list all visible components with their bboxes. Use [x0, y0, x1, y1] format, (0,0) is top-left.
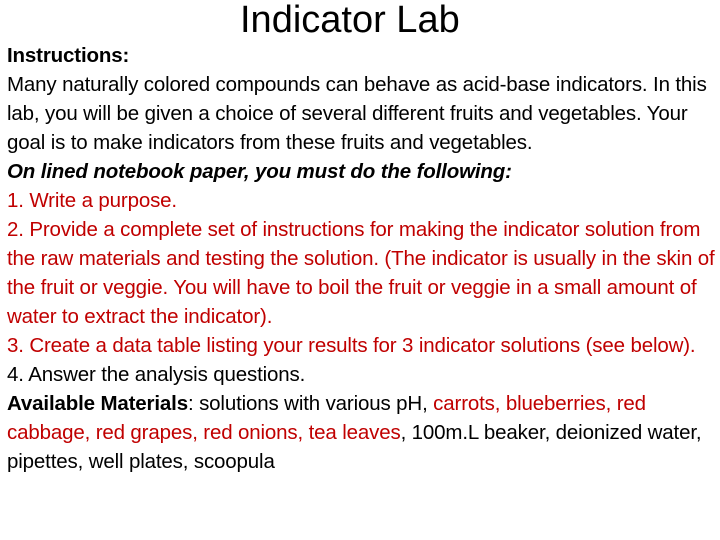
materials-label: Available Materials: [7, 392, 188, 415]
materials-part2: , 100m.L beaker, deionized water, pipettes, well plates, scoopula: [7, 421, 702, 473]
page-title: Indicator Lab: [240, 0, 460, 41]
notebook-heading: On lined notebook paper, you must do the following:: [7, 160, 512, 183]
materials-colon: :: [187, 392, 200, 415]
step-1: 1. Write a purpose.: [7, 189, 177, 212]
step-4: 4. Answer the analysis questions.: [7, 363, 306, 386]
materials-part1: solutions with various pH,: [199, 392, 434, 415]
materials-fruits: carrots, blueberries, red cabbage, red grapes, red onions, tea leaves: [7, 392, 646, 444]
instructions-label: Instructions:: [7, 44, 130, 67]
step-2: 2. Provide a complete set of instructions for making the indicator solution from the raw materials and testing the solution. (The indicator is usually in the skin of the fruit or veggie. You will have to boil the fruit or veggie in a small amount of water to extract the indicator).: [7, 218, 715, 328]
materials-paragraph: [7, 389, 719, 476]
intro-paragraph: Many naturally colored compounds can behave as acid-base indicators. In this lab, you will be given a choice of several different fruits and vegetables. Your goal is to make indicators from these fruits and vegetables.: [7, 73, 707, 154]
step-3: 3. Create a data table listing your results for 3 indicator solutions (see below).: [7, 334, 696, 357]
document-body: [7, 41, 719, 476]
